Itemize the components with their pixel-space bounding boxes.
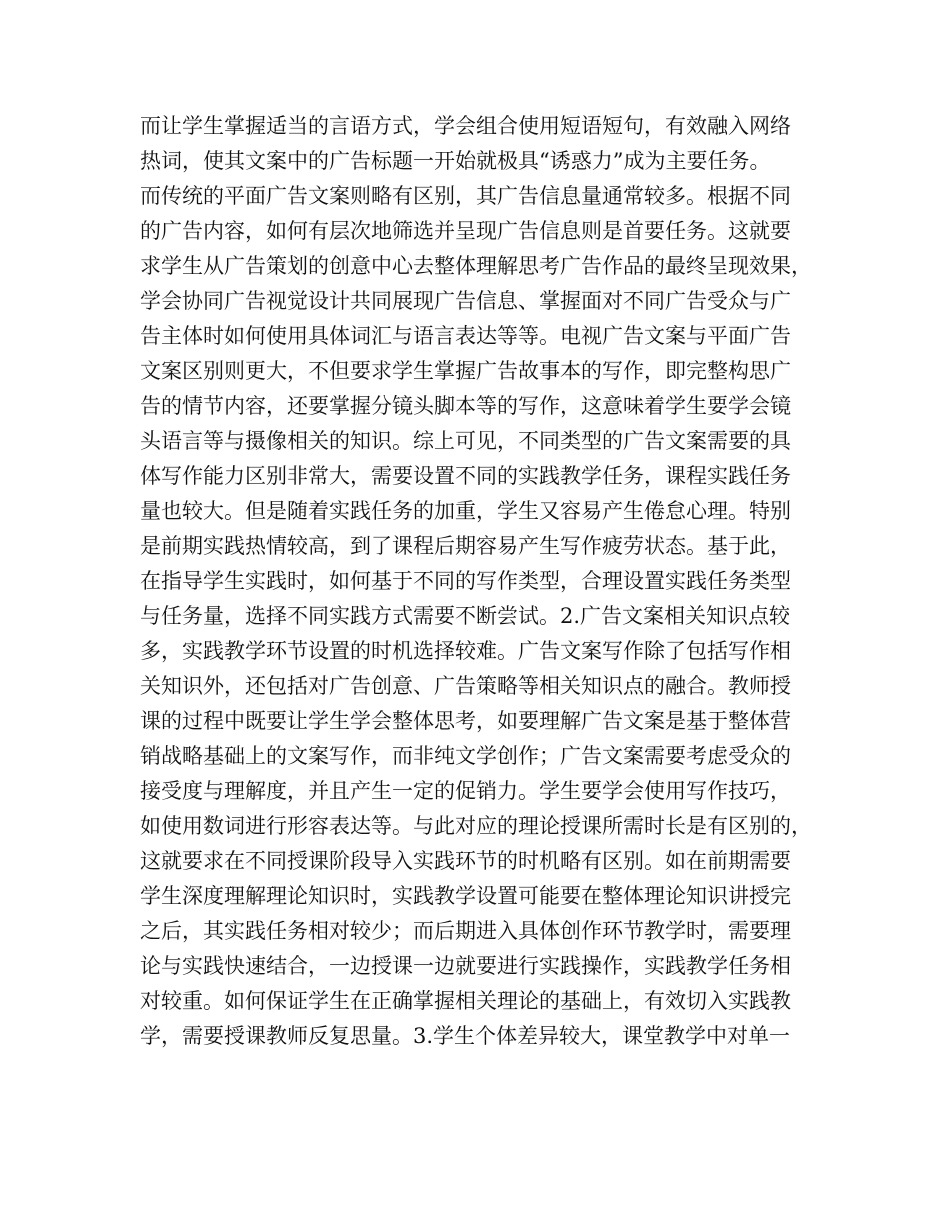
- body-text: [140, 109, 830, 1054]
- text-line-19: 销战略基础上的文案写作，而非纯文学创作；广告文案需要考虑受众的: [140, 744, 791, 768]
- text-line-7: 告主体时如何使用具体词汇与语言表达等等。电视广告文案与平面广告: [140, 324, 791, 348]
- text-line-9: 告的情节内容，还要掌握分镜头脚本等的写作，这意味着学生要学会镜: [140, 394, 791, 418]
- text-line-17: 关知识外，还包括对广告创意、广告策略等相关知识点的融合。教师授: [140, 674, 791, 698]
- text-line-18: 课的过程中既要让学生学会整体思考，如要理解广告文案是基于整体营: [140, 709, 791, 733]
- text-line-20: 接受度与理解度，并且产生一定的促销力。学生要学会使用写作技巧，: [140, 779, 791, 803]
- text-line-4: 的广告内容，如何有层次地筛选并呈现广告信息则是首要任务。这就要: [140, 219, 791, 243]
- text-line-8: 文案区别则更大，不但要求学生掌握广告故事本的写作，即完整构思广: [140, 359, 791, 383]
- text-line-14: 在指导学生实践时，如何基于不同的写作类型，合理设置实践任务类型: [140, 569, 791, 593]
- text-line-12: 量也较大。但是随着实践任务的加重，学生又容易产生倦怠心理。特别: [140, 499, 791, 523]
- text-line-25: 论与实践快速结合，一边授课一边就要进行实践操作，实践教学任务相: [140, 954, 791, 978]
- text-line-27: 学，需要授课教师反复思量。3.学生个体差异较大，课堂教学中对单一: [140, 1024, 791, 1048]
- text-line-6: 学会协同广告视觉设计共同展现广告信息、掌握面对不同广告受众与广: [140, 289, 791, 313]
- text-line-3: 而传统的平面广告文案则略有区别，其广告信息量通常较多。根据不同: [140, 184, 791, 208]
- text-line-1: 而让学生掌握适当的言语方式，学会组合使用短语短句，有效融入网络: [140, 114, 791, 138]
- text-line-5: 求学生从广告策划的创意中心去整体理解思考广告作品的最终呈现效果，: [140, 254, 812, 278]
- text-line-10: 头语言等与摄像相关的知识。综上可见，不同类型的广告文案需要的具: [140, 429, 791, 453]
- text-line-15: 与任务量，选择不同实践方式需要不断尝试。2.广告文案相关知识点较: [140, 604, 791, 628]
- text-line-21: 如使用数词进行形容表达等。与此对应的理论授课所需时长是有区别的，: [140, 814, 812, 838]
- text-line-23: 学生深度理解理论知识时，实践教学设置可能要在整体理论知识讲授完: [140, 884, 791, 908]
- text-line-11: 体写作能力区别非常大，需要设置不同的实践教学任务，课程实践任务: [140, 464, 791, 488]
- text-line-26: 对较重。如何保证学生在正确掌握相关理论的基础上，有效切入实践教: [140, 989, 791, 1013]
- text-line-22: 这就要求在不同授课阶段导入实践环节的时机略有区别。如在前期需要: [140, 849, 791, 873]
- text-line-16: 多，实践教学环节设置的时机选择较难。广告文案写作除了包括写作相: [140, 639, 791, 663]
- text-line-13: 是前期实践热情较高，到了课程后期容易产生写作疲劳状态。基于此，: [140, 534, 791, 558]
- text-line-2: 热词，使其文案中的广告标题一开始就极具“诱惑力”成为主要任务。: [140, 149, 771, 173]
- text-line-24: 之后，其实践任务相对较少；而后期进入具体创作环节教学时，需要理: [140, 919, 791, 943]
